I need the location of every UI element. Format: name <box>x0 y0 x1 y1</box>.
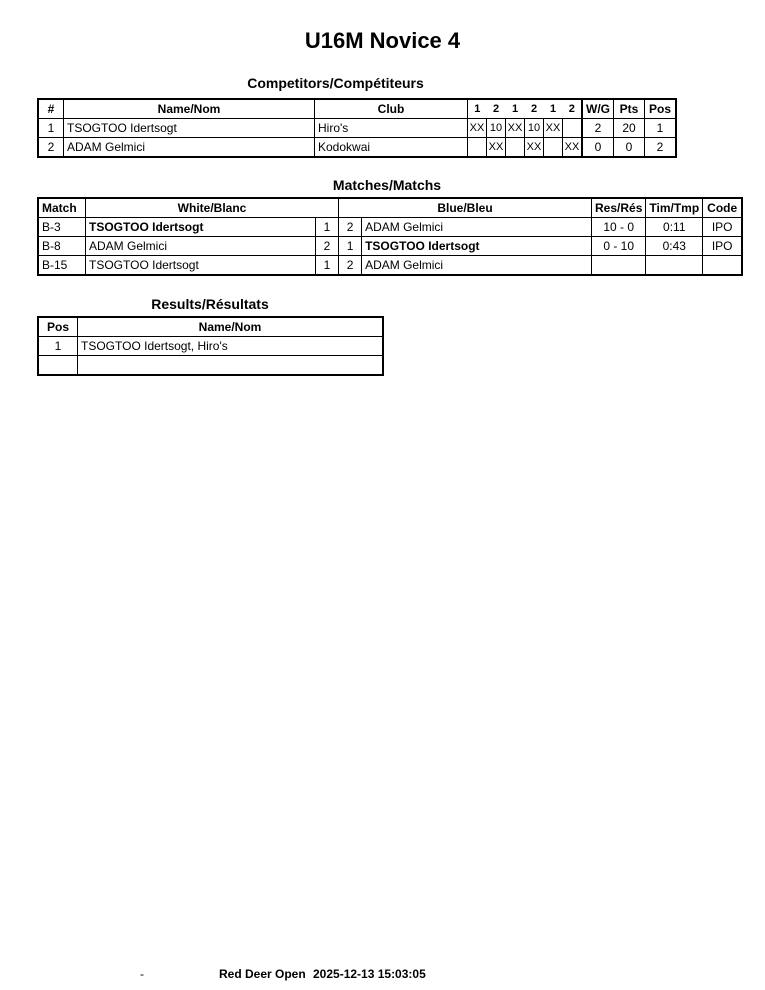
result-row <box>38 337 383 356</box>
competitor-row <box>38 138 676 158</box>
col-pts-header: Pts <box>614 99 645 119</box>
match-row <box>38 256 742 276</box>
result-pos: 1 <box>38 337 78 356</box>
matches-header-row <box>38 198 742 218</box>
results-section-title: Results/Résultats <box>151 296 269 312</box>
round-header: 2 <box>563 99 583 119</box>
match-time: 0:43 <box>646 237 703 256</box>
round-header: 2 <box>487 99 506 119</box>
competitor-name: TSOGTOO Idertsogt <box>64 119 315 138</box>
match-white-name: ADAM Gelmici <box>86 237 316 256</box>
match-time <box>646 256 703 276</box>
col-wg-header: W/G <box>582 99 614 119</box>
competitor-score: XX <box>468 119 487 138</box>
competitor-club: Kodokwai <box>315 138 468 158</box>
match-code <box>703 256 743 276</box>
match-white-name: TSOGTOO Idertsogt <box>86 218 316 237</box>
competitor-pts: 20 <box>614 119 645 138</box>
competitor-score <box>544 138 563 158</box>
match-white-num: 1 <box>315 256 338 276</box>
competitor-score: XX <box>487 138 506 158</box>
round-header: 2 <box>525 99 544 119</box>
match-id: B-8 <box>38 237 86 256</box>
col-code-header: Code <box>703 198 743 218</box>
competitor-score: 10 <box>487 119 506 138</box>
match-id: B-15 <box>38 256 86 276</box>
competitor-score: XX <box>544 119 563 138</box>
footer-dash: - <box>140 967 144 981</box>
competitor-score: XX <box>506 119 525 138</box>
footer-datetime: 2025-12-13 15:03:05 <box>313 967 426 981</box>
match-white-num: 2 <box>315 237 338 256</box>
page-title: U16M Novice 4 <box>304 28 461 53</box>
match-id: B-3 <box>38 218 86 237</box>
round-header: 1 <box>468 99 487 119</box>
match-result: 10 - 0 <box>592 218 646 237</box>
match-row <box>38 218 742 237</box>
footer-event-name: Red Deer Open <box>219 967 306 981</box>
match-blue-name: ADAM Gelmici <box>362 218 592 237</box>
col-white-header: White/Blanc <box>86 198 339 218</box>
competitor-score: XX <box>525 138 544 158</box>
match-result: 0 - 10 <box>592 237 646 256</box>
competitor-num: 2 <box>38 138 64 158</box>
match-blue-num: 2 <box>339 256 362 276</box>
results-table <box>37 316 384 376</box>
col-time-header: Tim/Tmp <box>646 198 703 218</box>
match-white-name: TSOGTOO Idertsogt <box>86 256 316 276</box>
result-name: TSOGTOO Idertsogt, Hiro's <box>78 337 384 356</box>
competitor-score <box>468 138 487 158</box>
competitor-num: 1 <box>38 119 64 138</box>
competitor-name: ADAM Gelmici <box>64 138 315 158</box>
competitor-score <box>563 119 583 138</box>
col-name-header: Name/Nom <box>78 317 384 337</box>
competitor-score: XX <box>563 138 583 158</box>
col-club-header: Club <box>315 99 468 119</box>
competitors-table <box>37 98 677 158</box>
results-header-row <box>38 317 383 337</box>
match-blue-name: ADAM Gelmici <box>362 256 592 276</box>
competitor-row <box>38 119 676 138</box>
match-result <box>592 256 646 276</box>
match-time: 0:11 <box>646 218 703 237</box>
competitor-club: Hiro's <box>315 119 468 138</box>
match-white-num: 1 <box>315 218 338 237</box>
match-blue-name: TSOGTOO Idertsogt <box>362 237 592 256</box>
competitors-header-row <box>38 99 676 119</box>
col-pos-header: Pos <box>645 99 677 119</box>
matches-table <box>37 197 743 276</box>
col-res-header: Res/Rés <box>592 198 646 218</box>
result-name <box>78 356 384 376</box>
competitor-pos: 1 <box>645 119 677 138</box>
col-name-header: Name/Nom <box>64 99 315 119</box>
match-blue-num: 1 <box>339 237 362 256</box>
competitor-wg: 0 <box>582 138 614 158</box>
col-match-header: Match <box>38 198 86 218</box>
competitor-score <box>506 138 525 158</box>
match-code: IPO <box>703 218 743 237</box>
matches-section-title: Matches/Matchs <box>332 177 442 193</box>
competitor-wg: 2 <box>582 119 614 138</box>
col-pos-header: Pos <box>38 317 78 337</box>
result-row <box>38 356 383 376</box>
match-blue-num: 2 <box>339 218 362 237</box>
competitor-pos: 2 <box>645 138 677 158</box>
competitor-pts: 0 <box>614 138 645 158</box>
round-header: 1 <box>506 99 525 119</box>
result-pos <box>38 356 78 376</box>
match-code: IPO <box>703 237 743 256</box>
round-header: 1 <box>544 99 563 119</box>
competitors-section-title: Competitors/Compétiteurs <box>247 75 424 91</box>
col-num-header: # <box>38 99 64 119</box>
col-blue-header: Blue/Bleu <box>339 198 592 218</box>
match-row <box>38 237 742 256</box>
competitor-score: 10 <box>525 119 544 138</box>
